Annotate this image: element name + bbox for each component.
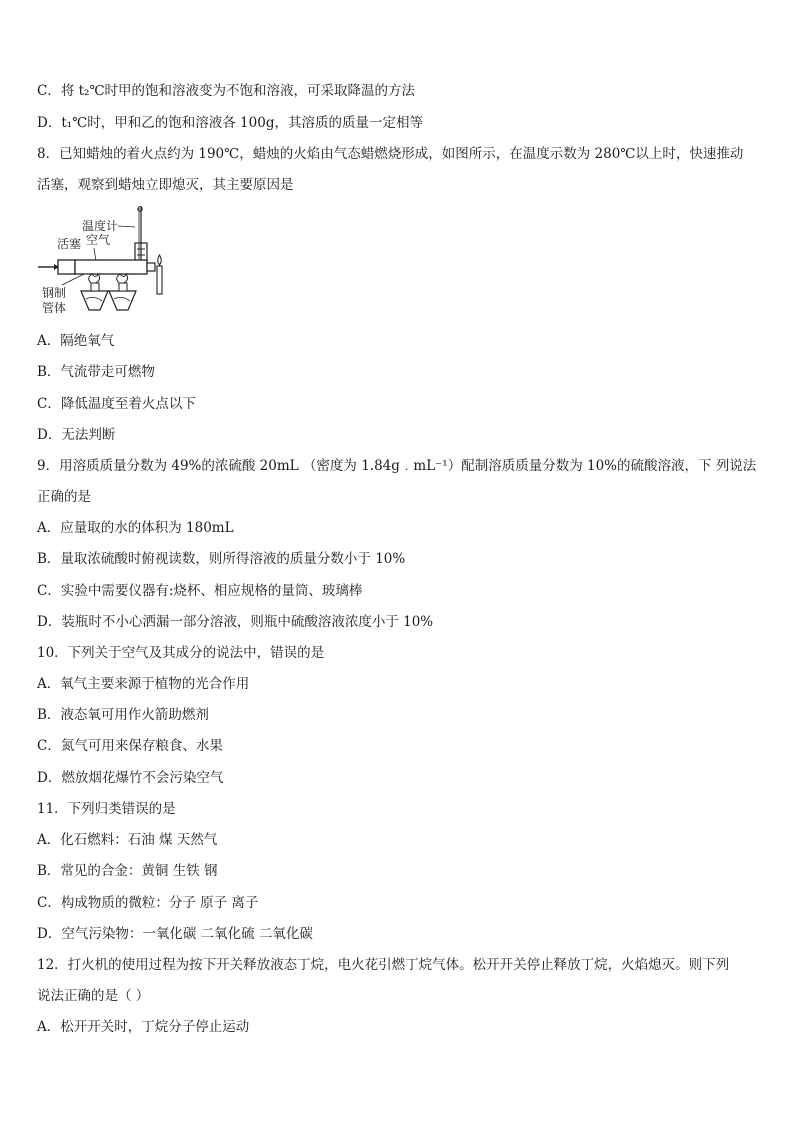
- option-c-q10: C．氮气可用来保存粮食、水果: [37, 738, 223, 754]
- option-c-q8: C．降低温度至着火点以下: [37, 396, 196, 412]
- question-12-stem: 12．打火机的使用过程为按下开关释放液态丁烷，电火花引燃丁烷气体。松开开关停止释放丁烷，火焰熄灭。则下列: [37, 957, 730, 973]
- piston-label: 活塞: [57, 237, 82, 251]
- option-d-q10: D．燃放烟花爆竹不会污染空气: [37, 770, 224, 786]
- option-d-q9: D．装瓶时不小心洒漏一部分溶液，则瓶中硫酸溶液浓度小于 10%: [37, 614, 434, 630]
- option-a-q11: A．化石燃料：石油 煤 天然气: [37, 832, 218, 848]
- option-a-q10: A．氧气主要来源于植物的光合作用: [37, 676, 250, 692]
- option-b-q9: B．量取浓硫酸时俯视读数，则所得溶液的质量分数小于 10%: [37, 551, 406, 567]
- option-a-q8: A．隔绝氧气: [37, 333, 115, 349]
- steel-tube: [75, 260, 147, 274]
- option-b-q11: B．常见的合金：黄铜 生铁 钢: [37, 863, 218, 879]
- option-d-q11: D．空气污染物：一氧化碳 二氧化硫 二氧化碳: [37, 926, 313, 942]
- question-10-stem: 10．下列关于空气及其成分的说法中，错误的是: [37, 645, 325, 661]
- option-b-q10: B．液态氧可用作火箭助燃剂: [37, 707, 209, 723]
- option-b-q8: B．气流带走可燃物: [37, 364, 155, 380]
- candle: [157, 266, 162, 294]
- question-8-stem-cont: 活塞，观察到蜡烛立即熄灭，其主要原因是: [37, 177, 294, 193]
- option-c-q7: C．将 t₂℃时甲的饱和溶液变为不饱和溶液，可采取降温的方法: [37, 83, 416, 99]
- option-c-q9: C．实验中需要仪器有:烧杯、相应规格的量筒、玻璃棒: [37, 583, 363, 599]
- piston: [58, 260, 75, 274]
- option-d-q8: D．无法判断: [37, 427, 116, 443]
- question-9-stem-cont: 正确的是: [37, 489, 91, 505]
- question-8-stem: 8．已知蜡烛的着火点约为 190℃，蜡烛的火焰由气态蜡燃烧形成，如图所示，在温度示数为 280℃以上时，快速推动: [37, 146, 744, 162]
- tube-label-1: 钢制: [42, 286, 67, 300]
- tube-label-2: 管体: [42, 301, 67, 315]
- question-11-stem: 11．下列归类错误的是: [37, 801, 176, 817]
- experiment-figure: [36, 203, 176, 315]
- alcohol-lamp-left: [81, 291, 108, 310]
- option-a-q9: A．应量取的水的体积为 180mL: [37, 520, 234, 536]
- question-12-stem-cont: 说法正确的是（ ）: [37, 988, 150, 1004]
- air-label: 空气: [86, 233, 111, 247]
- candle-flame: [158, 255, 162, 265]
- thermometer-label: 温度计: [82, 219, 119, 233]
- option-a-q12: A．松开开关时，丁烷分子停止运动: [37, 1019, 250, 1035]
- option-d-q7: D．t₁℃时，甲和乙的饱和溶液各 100g，其溶质的质量一定相等: [37, 115, 423, 131]
- option-c-q11: C．构成物质的微粒：分子 原子 离子: [37, 895, 259, 911]
- question-9-stem: 9．用溶质质量分数为 49%的浓硫酸 20mL （密度为 1.84g﹒mL⁻¹）配制溶质质量分数为 10%的硫酸溶液，下 列说法: [37, 458, 757, 474]
- alcohol-lamp-right: [109, 291, 136, 310]
